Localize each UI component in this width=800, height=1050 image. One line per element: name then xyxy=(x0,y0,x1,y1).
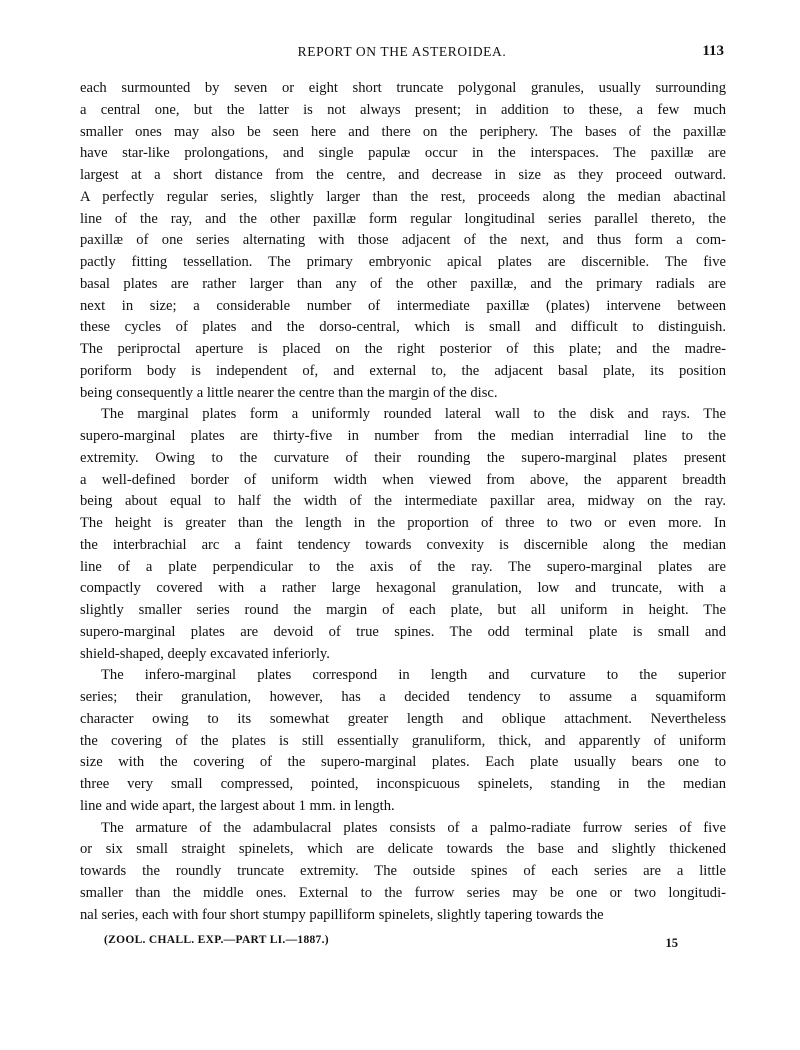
text-line: being about equal to half the width of the intermediate paxillar area, midway on the ray. xyxy=(80,493,726,510)
text-line: shield-shaped, deeply excavated inferiorly. xyxy=(80,645,330,662)
text-line: largest at a short distance from the centre, and decrease in size as they proceed outward. xyxy=(80,167,726,183)
text-line: three very small compressed, pointed, inconspicuous spinelets, standing in the median xyxy=(80,776,726,792)
text-line: basal plates are rather larger than any of the other paxillæ, and the primary radials are xyxy=(80,275,726,292)
text-line: The infero-marginal plates correspond in length and curvature to the superior xyxy=(101,667,726,684)
text-line: The height is greater than the length in the proportion of three to two or even more. In xyxy=(80,515,726,531)
footer-citation: (ZOOL. CHALL. EXP.—PART LI.—1887.) xyxy=(104,934,329,946)
text-line: a well-defined border of uniform width when viewed from above, the apparent breadth xyxy=(80,471,726,488)
text-line: towards the roundly truncate extremity. The outside spines of each series are a little xyxy=(80,863,726,879)
text-line: smaller ones may also be seen here and there on the periphery. The bases of the paxillæ xyxy=(80,123,726,140)
text-line: pactly fitting tessellation. The primary embryonic apical plates are discernible. The five xyxy=(80,254,726,270)
text-line: next in size; a considerable number of intermediate paxillæ (plates) intervene between xyxy=(80,297,726,314)
page-footer xyxy=(104,934,726,954)
text-line: these cycles of plates and the dorso-central, which is small and difficult to distinguish. xyxy=(80,319,726,336)
text-line: line of the ray, and the other paxillæ form regular longitudinal series parallel thereto, the xyxy=(80,210,726,227)
text-line: smaller than the middle ones. External to the furrow series may be one or two longitudi- xyxy=(80,884,726,901)
text-line: series; their granulation, however, has a decided tendency to assume a squamiform xyxy=(80,689,726,705)
text-line: the covering of the plates is still essentially granuliform, thick, and apparently of uniform xyxy=(80,732,726,749)
paragraph xyxy=(80,404,726,665)
text-line: compactly covered with a rather large hexagonal granulation, low and truncate, with a xyxy=(80,580,726,597)
paragraph xyxy=(80,818,726,927)
text-line: a central one, but the latter is not always present; in addition to these, a few much xyxy=(80,101,726,118)
text-line: The armature of the adambulacral plates consists of a palmo-radiate furrow series of five xyxy=(101,819,726,836)
paragraph xyxy=(80,78,726,404)
text-line: supero-marginal plates are thirty-five in number from the median interradial line to the xyxy=(80,428,726,444)
text-line: size with the covering of the supero-marginal plates. Each plate usually bears one to xyxy=(80,754,726,771)
paragraph xyxy=(80,665,726,817)
text-line: poriform body is independent of, and external to, the adjacent basal plate, its position xyxy=(80,362,726,379)
body-text xyxy=(80,78,726,926)
signature-mark: 15 xyxy=(665,936,678,950)
page-header xyxy=(80,40,724,64)
text-line: character owing to its somewhat greater length and oblique attachment. Nevertheless xyxy=(80,710,726,727)
text-line: A perfectly regular series, slightly larger than the rest, proceeds along the median abactinal xyxy=(80,188,726,205)
text-line: paxillæ of one series alternating with those adjacent of the next, and thus form a com- xyxy=(80,232,726,249)
text-line: being consequently a little nearer the centre than the margin of the disc. xyxy=(80,384,498,401)
text-line: extremity. Owing to the curvature of their rounding the supero-marginal plates present xyxy=(80,449,726,466)
text-line: supero-marginal plates are devoid of true spines. The odd terminal plate is small and xyxy=(80,623,726,640)
text-line: have star-like prolongations, and single papulæ occur in the interspaces. The paxillæ are xyxy=(80,145,726,162)
text-line: the interbrachial arc a faint tendency towards convexity is discernible along the median xyxy=(80,536,726,553)
text-line: each surmounted by seven or eight short truncate polygonal granules, usually surrounding xyxy=(80,80,726,96)
running-title: REPORT ON THE ASTEROIDEA. xyxy=(297,44,507,59)
text-line: or six small straight spinelets, which are delicate towards the base and slightly thickened xyxy=(80,841,726,858)
text-line: line and wide apart, the largest about 1 mm. in length. xyxy=(80,797,395,814)
text-line: nal series, each with four short stumpy papilliform spinelets, slightly tapering towards the xyxy=(80,906,604,923)
text-line: line of a plate perpendicular to the axis of the ray. The supero-marginal plates are xyxy=(80,558,726,575)
page-number: 113 xyxy=(702,43,724,59)
text-line: slightly smaller series round the margin of each plate, but all uniform in height. The xyxy=(80,602,726,618)
text-line: The periproctal aperture is placed on the right posterior of this plate; and the madre- xyxy=(80,341,726,357)
text-line: The marginal plates form a uniformly rounded lateral wall to the disk and rays. The xyxy=(101,406,726,423)
